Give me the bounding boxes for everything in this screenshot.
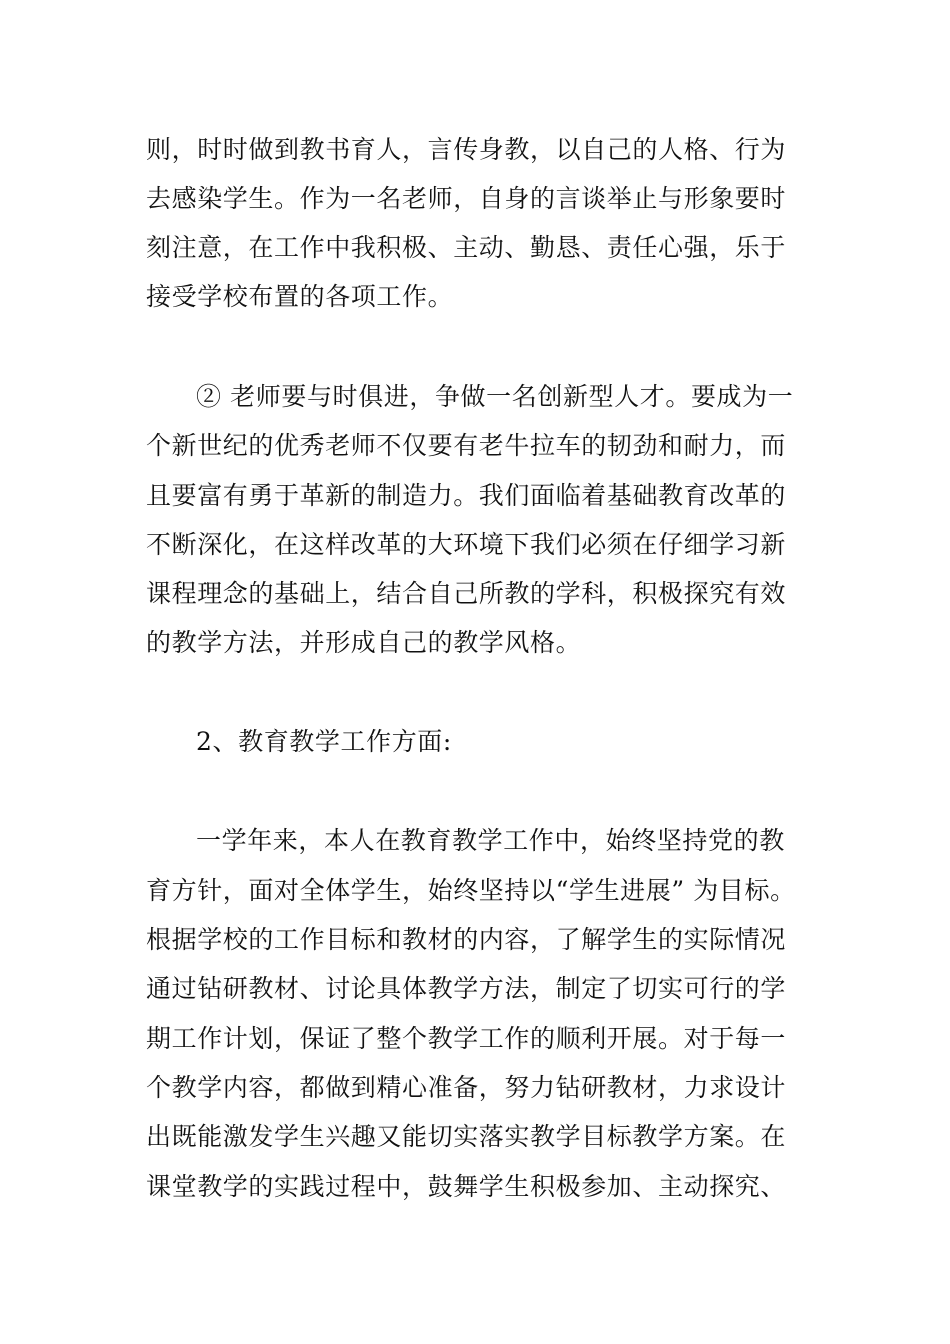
paragraph-1-line-2: 去感染学生。作为一名老师，自身的言谈举止与形象要时 (146, 184, 787, 213)
paragraph-2-line-5: 课程理念的基础上，结合自己所教的学科，积极探究有效 (146, 579, 787, 608)
paragraph-3-line-3: 根据学校的工作目标和教材的内容，了解学生的实际情况 (146, 925, 787, 954)
paragraph-2-line-3: 且要富有勇于革新的制造力。我们面临着基础教育改革的 (146, 481, 787, 510)
paragraph-3-line-4: 通过钻研教材、讨论具体教学方法，制定了切实可行的学 (146, 974, 787, 1003)
paragraph-3-line-6: 个教学内容，都做到精心准备，努力钻研教材，力求设计 (146, 1073, 787, 1102)
paragraph-1-line-1: 则，时时做到教书育人，言传身教，以自己的人格、行为 (146, 135, 787, 164)
paragraph-1-line-3: 刻注意，在工作中我积极、主动、勤恳、责任心强，乐于 (146, 233, 787, 262)
section-heading: 2、教育教学工作方面: (196, 727, 452, 756)
paragraph-3-line-2: 育方针，面对全体学生，始终坚持以“学生进展” 为目标。 (146, 876, 796, 905)
paragraph-3-line-5: 期工作计划，保证了整个教学工作的顺利开展。对于每一 (146, 1024, 787, 1053)
paragraph-2-line-1: ② 老师要与时俱进，争做一名创新型人才。要成为一 (196, 382, 794, 411)
paragraph-3-line-8: 课堂教学的实践过程中，鼓舞学生积极参加、主动探究、 (146, 1172, 787, 1201)
paragraph-2-line-2: 个新世纪的优秀老师不仅要有老牛拉车的韧劲和耐力，而 (146, 431, 787, 460)
paragraph-3-line-7: 出既能激发学生兴趣又能切实落实教学目标教学方案。在 (146, 1122, 787, 1151)
paragraph-2-line-4: 不断深化，在这样改革的大环境下我们必须在仔细学习新 (146, 530, 787, 559)
paragraph-3-line-1: 一学年来，本人在教育教学工作中，始终坚持党的教 (196, 826, 785, 855)
paragraph-2-line-6: 的教学方法，并形成自己的教学风格。 (146, 628, 582, 657)
paragraph-1-line-4: 接受学校布置的各项工作。 (146, 282, 454, 311)
